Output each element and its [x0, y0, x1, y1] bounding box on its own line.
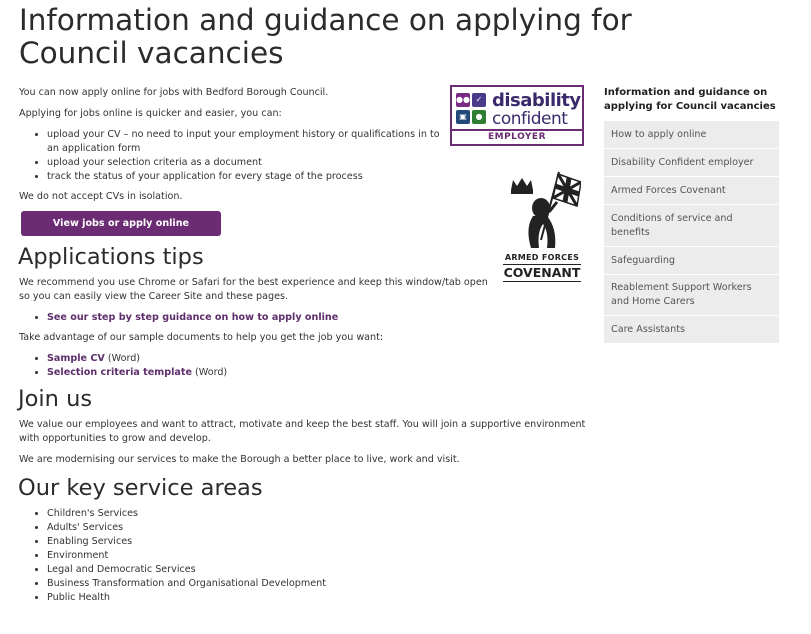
afc-logo-text: ARMED FORCES	[504, 253, 580, 262]
join-paragraph: We value our employees and want to attract, motivate and keep the best staff. You will join a supportive environment with opportunities to grow and develop.	[19, 419, 586, 444]
person-icon: ●	[472, 110, 486, 124]
disability-confident-logo	[450, 85, 584, 146]
sidebar-item-reablement[interactable]: Reablement Support Workers and Home Carers	[604, 275, 779, 316]
view-jobs-button[interactable]: View jobs or apply online	[21, 211, 221, 236]
sidebar-title: Information and guidance on applying for Council vacancies	[604, 87, 776, 112]
intro-paragraph: We do not accept CVs in isolation.	[19, 191, 183, 202]
tips-paragraph: Take advantage of our sample documents to help you get the job you want:	[19, 332, 384, 343]
main-content	[19, 86, 589, 611]
people-icon: ●●	[456, 93, 470, 107]
list-item	[47, 352, 589, 366]
armed-forces-covenant-logo	[503, 168, 581, 284]
lion-icon	[528, 198, 557, 248]
sidebar-item-disability-confident[interactable]: Disability Confident employer	[604, 149, 779, 177]
section-heading-areas: Our key service areas	[18, 475, 263, 501]
guide-list	[19, 311, 589, 325]
sidebar-item-care-assistants[interactable]: Care Assistants	[604, 316, 779, 344]
list-item	[47, 366, 589, 380]
list-item: • Adults' Services	[47, 521, 589, 535]
docs-list	[19, 352, 589, 380]
doc-format: (Word)	[104, 353, 141, 364]
list-item: • upload your CV – no need to input your employment history or qualifications in to an application form	[47, 128, 444, 156]
sidebar-nav	[604, 86, 779, 344]
section-heading-join: Join us	[18, 386, 93, 412]
crown-icon	[511, 178, 533, 194]
benefits-list	[19, 128, 444, 184]
intro-paragraph: Applying for jobs online is quicker and easier, you can:	[19, 108, 282, 119]
list-item: • Legal and Democratic Services	[47, 563, 589, 577]
list-item: • Business Transformation and Organisational Development	[47, 577, 589, 591]
check-icon: ✓	[472, 93, 486, 107]
selection-criteria-link[interactable]: Selection criteria template	[47, 367, 192, 378]
service-areas-list	[19, 507, 589, 605]
list-item: • Enabling Services	[47, 535, 589, 549]
list-item: • Public Health	[47, 591, 589, 605]
dc-icon-grid	[456, 93, 486, 127]
dc-logo-text: disability	[492, 90, 581, 111]
sidebar-item-safeguarding[interactable]: Safeguarding	[604, 247, 779, 275]
lock-icon: ▣	[456, 110, 470, 124]
list-item: • upload your selection criteria as a document	[47, 156, 444, 170]
page-title: Information and guidance on applying for Council vacancies	[19, 3, 632, 70]
guidance-link[interactable]: See our step by step guidance on how to apply online	[47, 312, 339, 323]
section-heading-tips: Applications tips	[18, 244, 204, 270]
doc-format: (Word)	[191, 367, 228, 378]
intro-section	[19, 86, 444, 204]
sample-cv-link[interactable]: Sample CV	[47, 353, 105, 364]
afc-logo-text: COVENANT	[503, 265, 581, 280]
sidebar-item-conditions[interactable]: Conditions of service and benefits	[604, 205, 779, 247]
join-paragraph: We are modernising our services to make the Borough a better place to live, work and visit.	[19, 454, 460, 465]
dc-employer-label: EMPLOYER	[452, 129, 582, 144]
lion-flag-emblem-icon	[503, 168, 581, 252]
sidebar-item-how-to-apply[interactable]: How to apply online	[604, 121, 779, 149]
list-item: • track the status of your application for every stage of the process	[47, 170, 444, 184]
sidebar-item-armed-forces[interactable]: Armed Forces Covenant	[604, 177, 779, 205]
list-item: • Children's Services	[47, 507, 589, 521]
list-item	[47, 311, 589, 325]
intro-paragraph: You can now apply online for jobs with Bedford Borough Council.	[19, 87, 329, 98]
tips-paragraph: We recommend you use Chrome or Safari for the best experience and keep this window/tab open so you can easily view the Career Site and these pages.	[19, 277, 488, 302]
list-item: • Environment	[47, 549, 589, 563]
dc-logo-text: confident	[492, 109, 568, 129]
